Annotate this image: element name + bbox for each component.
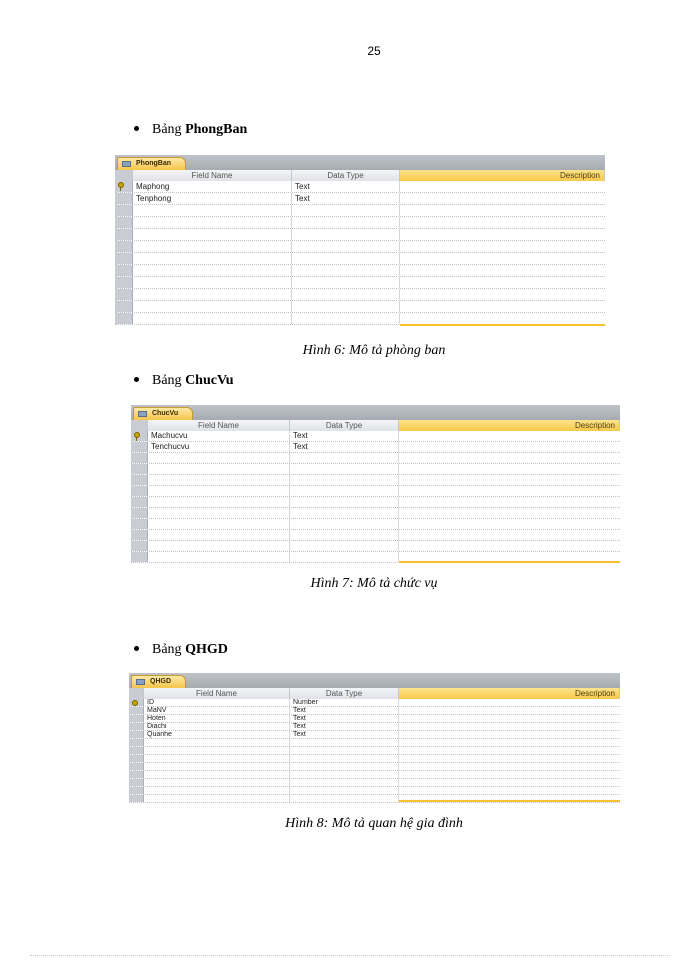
description-cell[interactable] [399, 699, 620, 706]
description-cell[interactable] [399, 707, 620, 714]
table-name: ChucVu [185, 373, 234, 388]
description-cell[interactable] [399, 739, 620, 746]
row-selector[interactable] [129, 715, 144, 722]
bullet-table-phongban [134, 122, 247, 138]
description-cell[interactable] [400, 301, 605, 312]
row-selector[interactable] [115, 229, 133, 240]
description-cell[interactable] [399, 731, 620, 738]
row-selector[interactable] [115, 217, 133, 228]
data-type-cell[interactable] [290, 755, 399, 762]
table-row[interactable] [129, 747, 620, 755]
table-design-view-phongban [115, 155, 605, 326]
row-selector-header [131, 420, 148, 431]
table-row[interactable] [129, 699, 620, 707]
field-name-cell[interactable] [148, 541, 290, 551]
primary-key-icon [118, 182, 124, 188]
field-name-cell[interactable] [133, 241, 292, 252]
field-name-cell[interactable]: ID [144, 699, 290, 706]
field-name-header[interactable]: Field Name [144, 688, 290, 699]
description-bottom-accent [400, 324, 605, 326]
table-row[interactable] [131, 442, 620, 453]
bullet-table-qhgd [134, 642, 228, 658]
description-cell[interactable] [399, 763, 620, 770]
tab-label: ChucVu [152, 410, 179, 417]
row-selector[interactable] [131, 541, 148, 551]
field-name-cell[interactable] [133, 253, 292, 264]
row-selector[interactable] [115, 265, 133, 276]
data-type-cell[interactable]: Text [290, 723, 399, 730]
design-grid [115, 170, 605, 326]
row-selector[interactable] [131, 486, 148, 496]
field-name-cell[interactable] [133, 289, 292, 300]
data-type-cell[interactable] [290, 747, 399, 754]
row-selector-header [115, 170, 133, 181]
field-name-cell[interactable]: Diachi [144, 723, 290, 730]
tab-label: PhongBan [136, 160, 171, 167]
description-cell[interactable] [400, 205, 605, 216]
table-row[interactable] [129, 715, 620, 723]
data-type-cell[interactable]: Text [290, 707, 399, 714]
bullet-dot [134, 377, 139, 382]
field-name-cell[interactable] [144, 763, 290, 770]
field-name-cell[interactable]: Quanhe [144, 731, 290, 738]
field-name-cell[interactable] [144, 795, 290, 802]
description-cell[interactable] [399, 497, 620, 507]
data-type-header[interactable]: Data Type [290, 688, 399, 699]
data-type-cell[interactable] [290, 519, 399, 529]
description-bottom-accent [399, 561, 620, 563]
description-cell[interactable] [400, 289, 605, 300]
table-row[interactable] [131, 453, 620, 464]
field-name-cell[interactable]: Tenchucvu [148, 442, 290, 452]
data-type-header[interactable]: Data Type [290, 420, 399, 431]
field-name-cell[interactable] [133, 205, 292, 216]
row-selector[interactable] [131, 552, 148, 562]
data-type-cell[interactable] [292, 301, 400, 312]
row-selector[interactable] [129, 771, 144, 778]
page-bottom-border [30, 955, 670, 956]
description-cell[interactable] [399, 771, 620, 778]
table-row[interactable] [129, 739, 620, 747]
field-name-cell[interactable] [144, 771, 290, 778]
field-name-cell[interactable]: Tenphong [133, 193, 292, 204]
data-type-cell[interactable] [290, 486, 399, 496]
description-cell[interactable] [399, 779, 620, 786]
table-row[interactable] [129, 755, 620, 763]
row-selector[interactable] [131, 519, 148, 529]
description-header[interactable]: Description [400, 170, 605, 181]
row-selector[interactable] [115, 253, 133, 264]
description-cell[interactable] [399, 464, 620, 474]
row-selector[interactable] [115, 277, 133, 288]
data-type-cell[interactable] [290, 771, 399, 778]
bullet-prefix: Bảng [152, 642, 186, 657]
description-cell[interactable] [399, 442, 620, 452]
data-type-cell[interactable] [292, 217, 400, 228]
table-row[interactable] [115, 277, 605, 289]
table-design-view-chucvu [131, 405, 620, 563]
data-type-cell[interactable]: Text [290, 731, 399, 738]
row-selector[interactable] [129, 699, 144, 706]
table-row[interactable] [115, 301, 605, 313]
field-name-cell[interactable] [133, 277, 292, 288]
table-row[interactable] [115, 193, 605, 205]
primary-key-icon [134, 432, 140, 438]
row-selector[interactable] [129, 755, 144, 762]
field-name-cell[interactable] [148, 508, 290, 518]
row-selector[interactable] [129, 739, 144, 746]
table-row[interactable] [115, 265, 605, 277]
description-cell[interactable] [399, 755, 620, 762]
description-cell[interactable] [399, 747, 620, 754]
description-cell[interactable] [400, 229, 605, 240]
data-type-cell[interactable]: Text [290, 715, 399, 722]
table-row[interactable] [129, 731, 620, 739]
field-name-cell[interactable]: MaNV [144, 707, 290, 714]
data-type-cell[interactable] [292, 313, 400, 324]
grid-header [129, 688, 620, 699]
design-grid [129, 688, 620, 802]
data-type-cell[interactable]: Text [292, 193, 400, 204]
data-type-cell[interactable] [290, 508, 399, 518]
description-cell[interactable] [399, 453, 620, 463]
data-type-cell[interactable] [292, 205, 400, 216]
field-name-cell[interactable] [144, 747, 290, 754]
table-row[interactable] [129, 779, 620, 787]
tab-strip [131, 405, 620, 420]
row-selector[interactable] [129, 795, 144, 802]
table-row[interactable] [131, 464, 620, 475]
field-name-header[interactable]: Field Name [133, 170, 292, 181]
table-row[interactable] [131, 530, 620, 541]
grid-header [131, 420, 620, 431]
table-row[interactable] [115, 205, 605, 217]
tab-strip [129, 673, 620, 688]
description-cell[interactable] [400, 241, 605, 252]
field-name-cell[interactable] [148, 530, 290, 540]
table-row[interactable] [131, 431, 620, 442]
row-selector[interactable] [131, 508, 148, 518]
row-selector[interactable] [115, 289, 133, 300]
table-row[interactable] [131, 475, 620, 486]
field-name-cell[interactable]: Hoten [144, 715, 290, 722]
data-type-cell[interactable] [292, 265, 400, 276]
table-icon [122, 161, 131, 167]
field-name-cell[interactable] [133, 229, 292, 240]
description-cell[interactable] [400, 265, 605, 276]
data-type-cell[interactable] [290, 497, 399, 507]
bullet-prefix: Bảng [152, 373, 186, 388]
data-type-cell[interactable]: Text [290, 431, 399, 441]
description-cell[interactable] [400, 181, 605, 192]
data-type-cell[interactable]: Text [292, 181, 400, 192]
description-cell[interactable] [399, 519, 620, 529]
table-row[interactable] [115, 253, 605, 265]
row-selector[interactable] [129, 723, 144, 730]
field-name-cell[interactable] [144, 779, 290, 786]
data-type-cell[interactable] [290, 464, 399, 474]
table-row[interactable] [115, 289, 605, 301]
field-name-cell[interactable] [148, 486, 290, 496]
description-cell[interactable] [399, 486, 620, 496]
description-cell[interactable] [400, 217, 605, 228]
data-type-cell[interactable] [292, 253, 400, 264]
row-selector[interactable] [115, 313, 133, 324]
row-selector[interactable] [115, 193, 133, 204]
data-type-cell[interactable] [292, 289, 400, 300]
figure-caption-8: Hình 8: Mô tả quan hệ gia đình [285, 816, 463, 831]
table-name: PhongBan [185, 122, 248, 137]
row-selector[interactable] [115, 241, 133, 252]
row-selector[interactable] [129, 731, 144, 738]
description-cell[interactable] [399, 530, 620, 540]
description-cell[interactable] [399, 475, 620, 485]
data-type-header[interactable]: Data Type [292, 170, 400, 181]
description-cell[interactable] [399, 431, 620, 441]
description-cell[interactable] [400, 277, 605, 288]
table-row[interactable] [131, 541, 620, 552]
row-selector[interactable] [115, 181, 133, 192]
field-name-cell[interactable] [144, 739, 290, 746]
figure-caption-6: Hình 6: Mô tả phòng ban [302, 343, 446, 358]
design-grid [131, 420, 620, 563]
table-row[interactable] [131, 486, 620, 497]
table-tab[interactable] [133, 407, 193, 420]
row-selector[interactable] [131, 431, 148, 441]
field-name-cell[interactable] [133, 313, 292, 324]
field-name-header[interactable]: Field Name [148, 420, 290, 431]
bullet-dot [134, 646, 139, 651]
table-row[interactable] [115, 229, 605, 241]
page-number: 25 [367, 44, 381, 58]
field-name-cell[interactable] [133, 217, 292, 228]
description-bottom-accent [399, 800, 620, 802]
description-cell[interactable] [399, 508, 620, 518]
table-icon [138, 411, 147, 417]
data-type-cell[interactable] [290, 787, 399, 794]
data-type-cell[interactable] [290, 530, 399, 540]
data-type-cell[interactable] [290, 795, 399, 802]
description-cell[interactable] [399, 723, 620, 730]
tab-label: QHGD [150, 678, 171, 685]
figure-caption-7: Hình 7: Mô tả chức vụ [310, 576, 438, 591]
table-row[interactable] [115, 217, 605, 229]
data-type-cell[interactable] [290, 475, 399, 485]
description-cell[interactable] [399, 541, 620, 551]
table-name: QHGD [185, 642, 228, 657]
row-selector[interactable] [131, 530, 148, 540]
table-row[interactable] [129, 763, 620, 771]
table-row[interactable] [131, 508, 620, 519]
grid-header [115, 170, 605, 181]
row-selector[interactable] [131, 453, 148, 463]
table-design-view-qhgd [129, 673, 620, 802]
table-tab[interactable] [117, 157, 186, 170]
row-selector[interactable] [129, 707, 144, 714]
data-type-cell[interactable] [290, 779, 399, 786]
field-name-cell[interactable]: Maphong [133, 181, 292, 192]
description-header[interactable]: Description [399, 688, 620, 699]
table-row[interactable] [129, 707, 620, 715]
data-type-cell[interactable] [290, 453, 399, 463]
table-row[interactable] [129, 787, 620, 795]
row-selector-header [129, 688, 144, 699]
data-type-cell[interactable]: Number [290, 699, 399, 706]
table-row[interactable] [129, 723, 620, 731]
description-cell[interactable] [400, 313, 605, 324]
field-name-cell[interactable]: Machucvu [148, 431, 290, 441]
field-name-cell[interactable] [148, 464, 290, 474]
bullet-table-chucvu [134, 373, 234, 389]
row-selector[interactable] [131, 497, 148, 507]
row-selector[interactable] [115, 205, 133, 216]
row-selector[interactable] [129, 747, 144, 754]
data-type-cell[interactable]: Text [290, 442, 399, 452]
bullet-dot [134, 126, 139, 131]
field-name-cell[interactable] [148, 497, 290, 507]
data-type-cell[interactable] [290, 552, 399, 562]
data-type-cell[interactable] [292, 229, 400, 240]
table-row[interactable] [131, 519, 620, 530]
table-tab[interactable] [131, 675, 186, 688]
description-cell[interactable] [400, 253, 605, 264]
bullet-prefix: Bảng [152, 122, 186, 137]
field-name-cell[interactable] [148, 453, 290, 463]
field-name-cell[interactable] [144, 755, 290, 762]
data-type-cell[interactable] [292, 241, 400, 252]
description-cell[interactable] [399, 715, 620, 722]
row-selector[interactable] [129, 787, 144, 794]
primary-key-icon [132, 700, 138, 706]
field-name-cell[interactable] [148, 519, 290, 529]
field-name-cell[interactable] [144, 787, 290, 794]
tab-strip [115, 155, 605, 170]
row-selector[interactable] [131, 475, 148, 485]
row-selector[interactable] [131, 442, 148, 452]
row-selector[interactable] [129, 763, 144, 770]
field-name-cell[interactable] [148, 552, 290, 562]
data-type-cell[interactable] [292, 277, 400, 288]
data-type-cell[interactable] [290, 763, 399, 770]
row-selector[interactable] [131, 464, 148, 474]
table-row[interactable] [131, 497, 620, 508]
table-row[interactable] [129, 771, 620, 779]
row-selector[interactable] [115, 301, 133, 312]
table-row[interactable] [115, 181, 605, 193]
table-row[interactable] [115, 241, 605, 253]
description-cell[interactable] [400, 193, 605, 204]
description-header[interactable]: Description [399, 420, 620, 431]
row-selector[interactable] [129, 779, 144, 786]
table-icon [136, 679, 145, 685]
field-name-cell[interactable] [133, 301, 292, 312]
data-type-cell[interactable] [290, 739, 399, 746]
field-name-cell[interactable] [148, 475, 290, 485]
data-type-cell[interactable] [290, 541, 399, 551]
description-cell[interactable] [399, 787, 620, 794]
field-name-cell[interactable] [133, 265, 292, 276]
